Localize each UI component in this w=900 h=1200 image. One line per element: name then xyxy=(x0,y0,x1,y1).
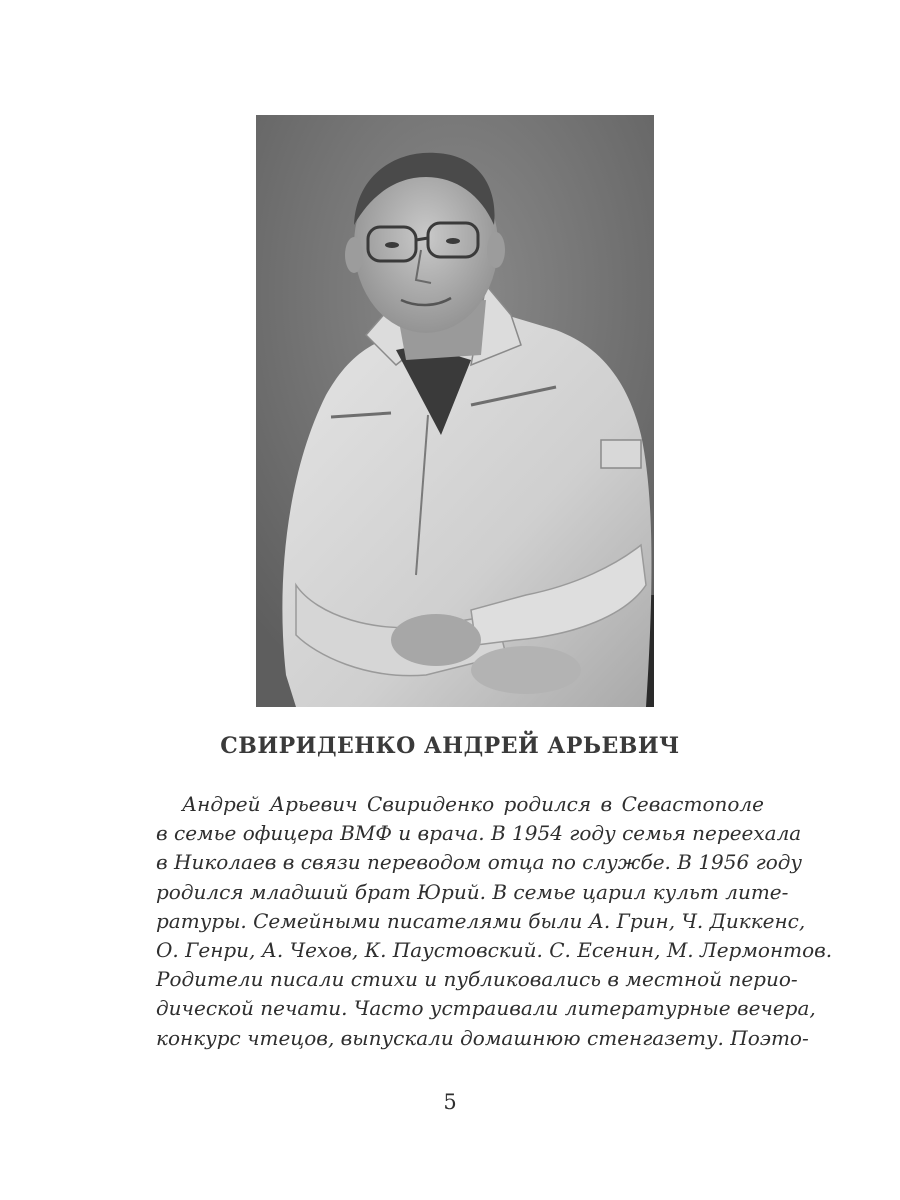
portrait-illustration xyxy=(256,115,654,707)
bio-line: дической печати. Часто устраивали литературные вечера, xyxy=(156,996,816,1021)
biography-text xyxy=(156,790,833,1053)
author-portrait-photo xyxy=(256,115,654,707)
bio-line: Андрей Арьевич Свириденко родился в Севастополе xyxy=(182,792,764,816)
author-name-heading: СВИРИДЕНКО АНДРЕЙ АРЬЕВИЧ xyxy=(220,733,680,759)
bio-line: Родители писали стихи и публиковались в местной перио- xyxy=(156,967,798,992)
bio-line: родился младший брат Юрий. В семье царил культ лите- xyxy=(156,879,789,904)
bio-line: в Николаев в связи переводом отца по службе. В 1956 году xyxy=(156,850,803,875)
bio-line: конкурс чтецов, выпускали домашнюю стенгазету. Поэто- xyxy=(156,1025,809,1050)
bio-line: ратуры. Семейными писателями были А. Грин, Ч. Диккенс, xyxy=(156,908,806,933)
bio-line: в семье офицера ВМФ и врача. В 1954 году семья переехала xyxy=(156,821,802,846)
page-number: 5 xyxy=(443,1090,457,1114)
bio-line: О. Генри, А. Чехов, К. Паустовский. С. Есенин, М. Лермонтов. xyxy=(156,937,833,962)
